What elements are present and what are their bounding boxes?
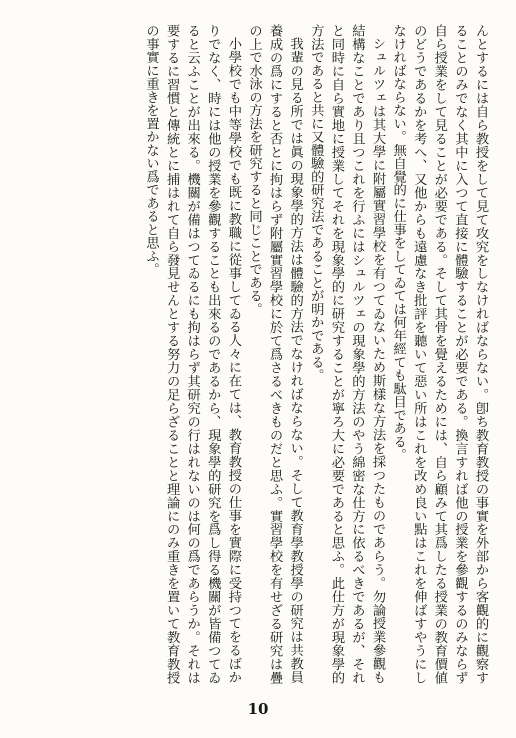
page-number: 10 bbox=[247, 700, 269, 718]
vertical-text-body bbox=[60, 24, 490, 684]
paragraph-2: シュルツェは其大學に附屬實習學校を有つてゐないため斯樣な方法を採つたものであらう。勿論授業參觀も結構なことであり且つこれを行ふにはシュルツェの現象學的方法のやう綿密な仕方に依るべきであるが、それと同時に自ら實地に授業してそれを現象學的に研究することが寧ろ大に必要であると思ふ。此仕方が現象學的方法であると共に又體驗的研究法であることが明かである。 bbox=[308, 24, 386, 684]
paragraph-1: んとするには自ら教授をして見て攻究をしなければならない。卽ち教育教授の事實を外部から客觀的に觀察することのみでなく其中に入つて直接に體驗することが必要である。換言すれば他の授業を參觀するのみならず自ら授業をして見ることが必要である。そして其骨を覺えるためには、自ら顧みて其爲したる授業の教育價値のどうであるかを考へ、又他からも遠慮なき批評を聽いて惡い所はこれを改め良い點はこれを伸ばすやうにしなければならない。無自覺的に仕事をしてゐては何年經ても駄目である。 bbox=[390, 24, 488, 684]
paragraph-4: 小學校でも中等學校でも既に教職に從事してゐる人々に在ては、教育教授の仕事を實際に受持つてをるばかりでなく、時には他の授業を參觀することも出來るのであるから、現象學的研究を爲し得る機關が皆備つてゐると云ふことが出來る。機關が備はつてゐるにも拘はらず其研究の行はれないのは何の爲であらうか。それは要するに習慣と傳統とに捕はれて自ら發見せんとする努力の足らざることと理論にのみ重きを置いて教育教授の事實に重きを置かない爲であると思ふ。 bbox=[143, 24, 241, 684]
paragraph-3: 我輩の見る所では眞の現象學的方法は體驗的方法でなければならない。そして教育學教授學の研究は共教員養成の爲にすると否とに拘はらず附屬實習學校に於て爲さるべきものだと思ふ。實習學校を有せざる研究は疊の上で水泳の方法を研究すると同じことである。 bbox=[246, 24, 303, 684]
